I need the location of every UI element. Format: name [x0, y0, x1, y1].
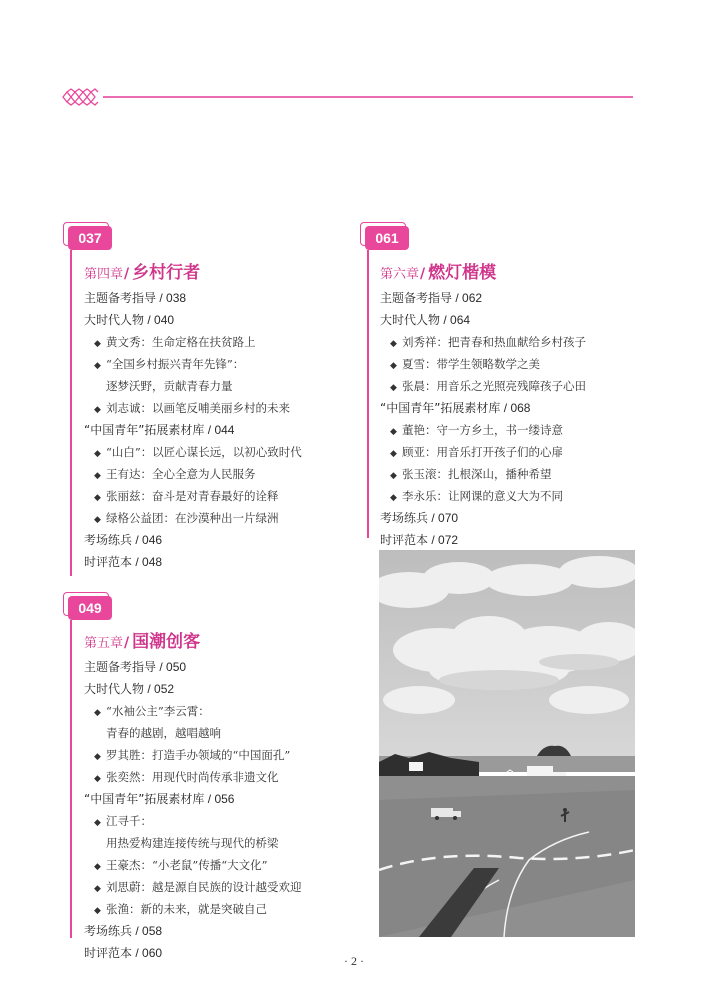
chapter6-badge-number: 061 — [365, 226, 409, 250]
diamond-bullet-icon: ◆ — [390, 493, 397, 503]
toc-entry-title: 大时代人物 — [84, 682, 145, 696]
toc-subentry[interactable] — [380, 463, 586, 485]
toc-subentry-continued[interactable]: 青春的越剧，越唱越响 — [106, 726, 221, 740]
toc-subentry-text: 张玉滚：扎根深山，播种希望 — [402, 467, 552, 481]
diamond-bullet-icon: ◆ — [390, 427, 397, 437]
toc-entry[interactable] — [84, 287, 302, 309]
toc-subentry-text: 王豪杰：“小老鼠”传播“大文化” — [106, 858, 268, 872]
toc-entry-title: 考场练兵 — [84, 533, 133, 547]
chapter6-title: 燃灯楷模 — [428, 263, 497, 283]
toc-subentry-text: 夏雪：带学生领略数学之美 — [402, 357, 540, 371]
toc-subentry-text: 张晨：用音乐之光照亮残障孩子心田 — [402, 379, 586, 393]
header-rule — [103, 96, 633, 98]
diamond-bullet-icon: ◆ — [94, 361, 101, 371]
toc-entry-title: 时评范本 — [84, 946, 133, 960]
diamond-bullet-icon: ◆ — [94, 339, 101, 349]
chapter5-title: 国潮创客 — [132, 632, 201, 652]
chapter6-slash: / — [420, 266, 426, 282]
toc-entry-page: / 058 — [132, 924, 163, 938]
page-number: · 2 · — [344, 954, 364, 968]
diamond-bullet-icon: ◆ — [94, 493, 101, 503]
toc-entry[interactable] — [380, 507, 586, 529]
toc-subentry-continued[interactable]: 逐梦沃野，贡献青春力量 — [106, 379, 233, 393]
diamond-bullet-icon: ◆ — [390, 339, 397, 349]
toc-subentry-text: 江寻千： — [106, 814, 152, 828]
chapter5-slash: / — [124, 635, 130, 651]
toc-subentry-text: 董艳：守一方乡土，书一缕诗意 — [402, 423, 563, 437]
diamond-bullet-icon: ◆ — [390, 449, 397, 459]
toc-entry-title: 主题备考指导 — [84, 660, 157, 674]
toc-entry[interactable] — [84, 920, 302, 942]
toc-entry-page: / 060 — [132, 946, 163, 960]
diamond-bullet-icon: ◆ — [94, 818, 101, 828]
chapter5-heading[interactable] — [84, 627, 200, 652]
chapter4-title: 乡村行者 — [132, 263, 201, 283]
toc-entry[interactable] — [380, 309, 586, 331]
toc-entry-title: 大时代人物 — [84, 313, 145, 327]
diamond-bullet-icon: ◆ — [94, 862, 101, 872]
toc-subentry-text: 刘思蔚：越是源自民族的设计越受欢迎 — [106, 880, 302, 894]
toc-entry[interactable] — [84, 551, 302, 573]
toc-entry-page: / 056 — [204, 792, 235, 806]
toc-subentry-text: 张奕然：用现代时尚传承非遗文化 — [106, 770, 279, 784]
toc-entry-page: / 068 — [500, 401, 531, 415]
chapter4-heading[interactable] — [84, 258, 200, 283]
toc-entry[interactable] — [84, 529, 302, 551]
toc-entry[interactable] — [84, 309, 302, 331]
landscape-illustration — [379, 550, 635, 937]
toc-entry-page: / 062 — [452, 291, 483, 305]
toc-entry-page: / 038 — [156, 291, 187, 305]
toc-subentry[interactable] — [84, 441, 302, 463]
toc-subentry[interactable] — [84, 854, 302, 876]
toc-entry-title: 考场练兵 — [84, 924, 133, 938]
diamond-bullet-icon: ◆ — [94, 906, 101, 916]
toc-subentry[interactable] — [84, 485, 302, 507]
toc-entry-title: 主题备考指导 — [84, 291, 157, 305]
diamond-bullet-icon: ◆ — [94, 752, 101, 762]
diamond-bullet-icon: ◆ — [94, 884, 101, 894]
diamond-bullet-icon: ◆ — [390, 383, 397, 393]
chapter4-page-badge — [68, 226, 114, 250]
toc-subentry[interactable] — [84, 353, 302, 375]
toc-subentry[interactable] — [84, 744, 302, 766]
toc-subentry[interactable] — [380, 375, 586, 397]
chapter5-toc — [84, 656, 302, 964]
toc-entry-page: / 044 — [204, 423, 235, 437]
chapter6-side-line — [367, 250, 369, 538]
chapter4-toc — [84, 287, 302, 573]
toc-subentry-text: 黄文秀：生命定格在扶贫路上 — [106, 335, 256, 349]
toc-entry-page: / 070 — [428, 511, 459, 525]
toc-subentry-text: 王有达：全心全意为人民服务 — [106, 467, 256, 481]
chapter4-slash: / — [124, 266, 130, 282]
toc-entry[interactable] — [84, 419, 302, 441]
toc-entry-title: “中国青年”拓展素材库 — [84, 423, 205, 437]
toc-subentry-text: 张丽兹：奋斗是对青春最好的诠释 — [106, 489, 279, 503]
toc-subentry-continued[interactable]: 用热爱构建连接传统与现代的桥梁 — [106, 836, 279, 850]
toc-entry[interactable] — [84, 788, 302, 810]
toc-subentry-text: “水袖公主”李云霄： — [106, 704, 210, 718]
chapter6-heading[interactable] — [380, 258, 496, 283]
toc-subentry[interactable] — [84, 463, 302, 485]
toc-entry-page: / 040 — [144, 313, 175, 327]
chapter4-side-line — [70, 250, 72, 576]
toc-subentry[interactable] — [380, 441, 586, 463]
toc-subentry-text: 李永乐：让网课的意义大为不同 — [402, 489, 563, 503]
toc-subentry[interactable] — [84, 766, 302, 788]
diamond-bullet-icon: ◆ — [94, 471, 101, 481]
toc-entry-title: 考场练兵 — [380, 511, 429, 525]
toc-entry[interactable] — [380, 529, 586, 551]
toc-subentry[interactable] — [380, 419, 586, 441]
toc-subentry[interactable] — [380, 485, 586, 507]
toc-entry[interactable] — [380, 397, 586, 419]
diamond-bullet-icon: ◆ — [94, 515, 101, 525]
diamond-bullet-icon: ◆ — [94, 405, 101, 415]
toc-subentry[interactable] — [84, 810, 302, 832]
toc-subentry[interactable] — [84, 507, 302, 529]
toc-subentry[interactable] — [84, 876, 302, 898]
chapter5-side-line — [70, 620, 72, 938]
diamond-bullet-icon: ◆ — [94, 449, 101, 459]
diamond-pattern-icon — [62, 88, 100, 106]
chapter5-page-badge — [68, 596, 114, 620]
diamond-bullet-icon: ◆ — [94, 708, 101, 718]
toc-subentry[interactable] — [380, 353, 586, 375]
chapter6-toc — [380, 287, 586, 551]
toc-entry-page: / 064 — [440, 313, 471, 327]
toc-subentry-text: 刘秀祥：把青春和热血献给乡村孩子 — [402, 335, 586, 349]
toc-entry-page: / 048 — [132, 555, 163, 569]
toc-entry-page: / 050 — [156, 660, 187, 674]
toc-subentry-text: 顾亚：用音乐打开孩子们的心扉 — [402, 445, 563, 459]
toc-entry[interactable] — [380, 287, 586, 309]
toc-subentry-text: 张渔：新的未来，就是突破自己 — [106, 902, 267, 916]
toc-subentry-text: 罗其胜：打造手办领域的“中国面孔” — [106, 748, 291, 762]
toc-entry-title: “中国青年”拓展素材库 — [380, 401, 501, 415]
toc-subentry[interactable] — [84, 397, 302, 419]
toc-subentry[interactable] — [84, 898, 302, 920]
toc-entry-title: 主题备考指导 — [380, 291, 453, 305]
toc-entry-page: / 052 — [144, 682, 175, 696]
chapter5-badge-number: 049 — [68, 596, 112, 620]
toc-entry-title: 时评范本 — [380, 533, 429, 547]
toc-subentry[interactable] — [380, 331, 586, 353]
toc-entry[interactable] — [84, 678, 302, 700]
diamond-bullet-icon: ◆ — [390, 471, 397, 481]
toc-entry-page: / 046 — [132, 533, 163, 547]
toc-subentry-text: “全国乡村振兴青年先锋”： — [106, 357, 245, 371]
diamond-bullet-icon: ◆ — [94, 774, 101, 784]
chapter4-label: 第四章 — [84, 267, 124, 282]
toc-entry-title: “中国青年”拓展素材库 — [84, 792, 205, 806]
toc-subentry-text: “山白”：以匠心谋长远，以初心致时代 — [106, 445, 302, 459]
toc-subentry[interactable] — [84, 700, 302, 722]
chapter4-badge-number: 037 — [68, 226, 112, 250]
toc-entry-title: 时评范本 — [84, 555, 133, 569]
toc-subentry-text: 绿格公益团：在沙漠种出一片绿洲 — [106, 511, 279, 525]
toc-entry[interactable] — [84, 656, 302, 678]
chapter5-label: 第五章 — [84, 636, 124, 651]
toc-entry-title: 大时代人物 — [380, 313, 441, 327]
toc-subentry-text: 刘志诚：以画笔反哺美丽乡村的未来 — [106, 401, 290, 415]
toc-entry-page: / 072 — [428, 533, 459, 547]
chapter6-page-badge — [365, 226, 411, 250]
chapter6-label: 第六章 — [380, 267, 420, 282]
diamond-bullet-icon: ◆ — [390, 361, 397, 371]
toc-subentry[interactable] — [84, 331, 302, 353]
